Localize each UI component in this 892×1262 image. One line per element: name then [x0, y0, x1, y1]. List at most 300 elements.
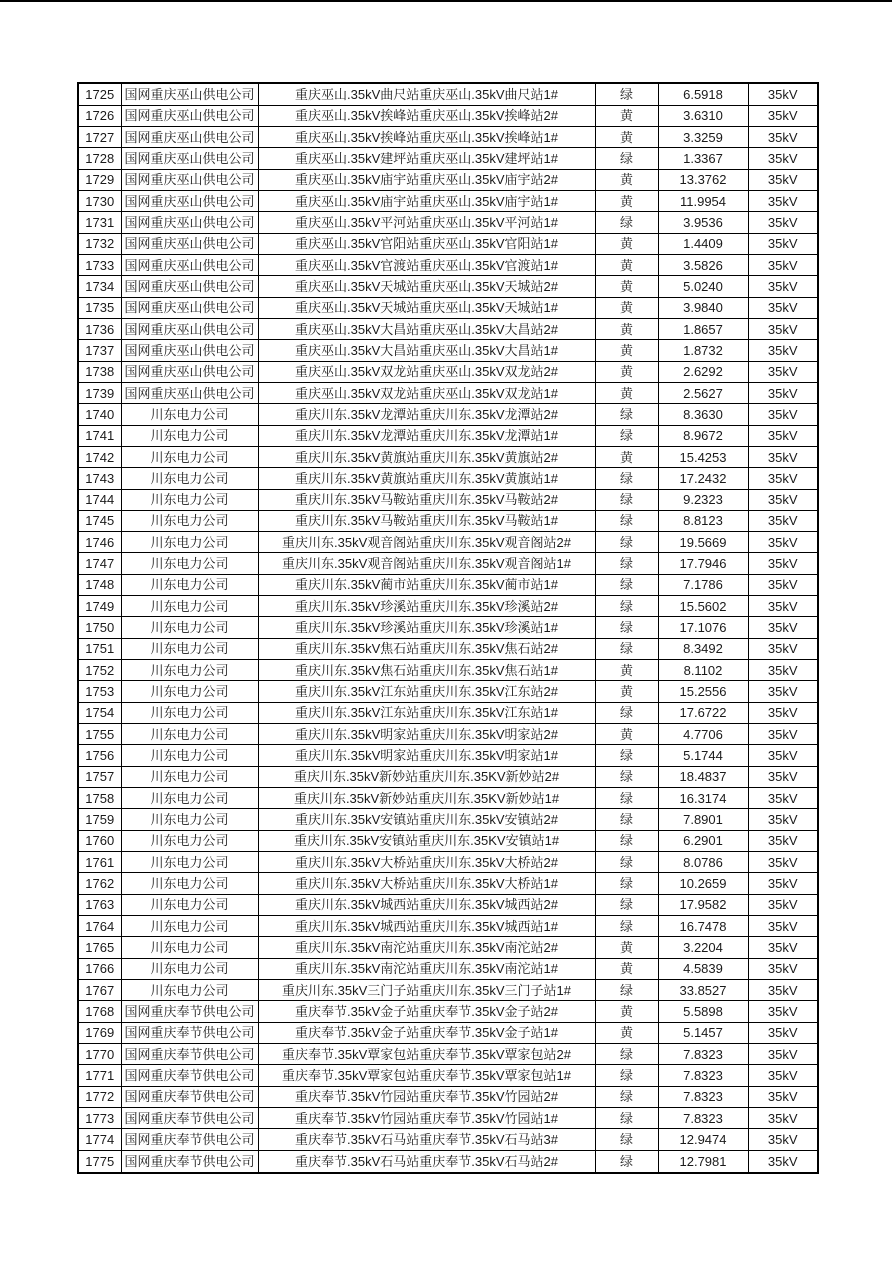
table-row [78, 980, 818, 1001]
cell-station-pair: 重庆川东.35kV南沱站重庆川东.35kV南沱站1# [258, 958, 595, 979]
cell-row-index: 1739 [78, 382, 121, 403]
cell-row-index: 1758 [78, 788, 121, 809]
cell-value: 8.3492 [658, 638, 748, 659]
table-row [78, 233, 818, 254]
table-row [78, 660, 818, 681]
cell-station-pair: 重庆川东.35kV大桥站重庆川东.35kV大桥站1# [258, 873, 595, 894]
table-row [78, 681, 818, 702]
cell-value: 19.5669 [658, 532, 748, 553]
cell-row-index: 1725 [78, 83, 121, 105]
cell-voltage: 35kV [748, 148, 818, 169]
cell-voltage: 35kV [748, 532, 818, 553]
cell-company: 川东电力公司 [121, 574, 258, 595]
cell-status: 黄 [595, 276, 658, 297]
cell-voltage: 35kV [748, 425, 818, 446]
cell-company: 国网重庆巫山供电公司 [121, 297, 258, 318]
cell-status: 黄 [595, 233, 658, 254]
cell-company: 川东电力公司 [121, 617, 258, 638]
cell-value: 10.2659 [658, 873, 748, 894]
cell-value: 15.5602 [658, 596, 748, 617]
cell-voltage: 35kV [748, 510, 818, 531]
cell-voltage: 35kV [748, 1129, 818, 1150]
cell-voltage: 35kV [748, 745, 818, 766]
cell-company: 川东电力公司 [121, 596, 258, 617]
cell-status: 黄 [595, 340, 658, 361]
cell-company: 川东电力公司 [121, 489, 258, 510]
cell-value: 4.5839 [658, 958, 748, 979]
cell-status: 绿 [595, 916, 658, 937]
cell-station-pair: 重庆巫山.35kV曲尺站重庆巫山.35kV曲尺站1# [258, 83, 595, 105]
cell-value: 8.1102 [658, 660, 748, 681]
cell-voltage: 35kV [748, 361, 818, 382]
cell-station-pair: 重庆川东.35kV蔺市站重庆川东.35kV蔺市站1# [258, 574, 595, 595]
cell-value: 16.3174 [658, 788, 748, 809]
table-row [78, 937, 818, 958]
cell-voltage: 35kV [748, 617, 818, 638]
cell-voltage: 35kV [748, 937, 818, 958]
cell-company: 国网重庆巫山供电公司 [121, 83, 258, 105]
table-row [78, 830, 818, 851]
cell-company: 国网重庆巫山供电公司 [121, 318, 258, 339]
cell-row-index: 1755 [78, 724, 121, 745]
cell-row-index: 1750 [78, 617, 121, 638]
cell-status: 绿 [595, 83, 658, 105]
cell-company: 国网重庆奉节供电公司 [121, 1108, 258, 1129]
cell-status: 绿 [595, 617, 658, 638]
cell-voltage: 35kV [748, 1108, 818, 1129]
cell-status: 黄 [595, 660, 658, 681]
table-row [78, 190, 818, 211]
cell-value: 11.9954 [658, 190, 748, 211]
cell-row-index: 1763 [78, 894, 121, 915]
cell-station-pair: 重庆巫山.35kV挨峰站重庆巫山.35kV挨峰站1# [258, 126, 595, 147]
cell-status: 黄 [595, 1022, 658, 1043]
table-row [78, 1129, 818, 1150]
cell-voltage: 35kV [748, 958, 818, 979]
cell-value: 3.9840 [658, 297, 748, 318]
cell-station-pair: 重庆巫山.35kV庙宇站重庆巫山.35kV庙宇站1# [258, 190, 595, 211]
cell-voltage: 35kV [748, 404, 818, 425]
cell-station-pair: 重庆川东.35kV龙潭站重庆川东.35kV龙潭站2# [258, 404, 595, 425]
cell-station-pair: 重庆巫山.35kV大昌站重庆巫山.35kV大昌站2# [258, 318, 595, 339]
cell-station-pair: 重庆川东.35kV明家站重庆川东.35kV明家站1# [258, 745, 595, 766]
cell-status: 绿 [595, 1065, 658, 1086]
cell-value: 5.0240 [658, 276, 748, 297]
cell-row-index: 1764 [78, 916, 121, 937]
cell-status: 绿 [595, 873, 658, 894]
cell-value: 8.9672 [658, 425, 748, 446]
cell-status: 绿 [595, 809, 658, 830]
cell-status: 绿 [595, 1044, 658, 1065]
cell-status: 绿 [595, 489, 658, 510]
cell-voltage: 35kV [748, 553, 818, 574]
cell-status: 黄 [595, 446, 658, 467]
cell-voltage: 35kV [748, 1065, 818, 1086]
cell-voltage: 35kV [748, 766, 818, 787]
cell-value: 5.5898 [658, 1001, 748, 1022]
cell-status: 绿 [595, 468, 658, 489]
cell-voltage: 35kV [748, 596, 818, 617]
cell-status: 绿 [595, 638, 658, 659]
cell-company: 国网重庆巫山供电公司 [121, 126, 258, 147]
cell-status: 黄 [595, 190, 658, 211]
cell-station-pair: 重庆巫山.35kV天城站重庆巫山.35kV天城站2# [258, 276, 595, 297]
cell-company: 国网重庆巫山供电公司 [121, 233, 258, 254]
cell-station-pair: 重庆川东.35kV马鞍站重庆川东.35kV马鞍站1# [258, 510, 595, 531]
table-row [78, 126, 818, 147]
cell-value: 17.6722 [658, 702, 748, 723]
cell-station-pair: 重庆巫山.35kV官渡站重庆巫山.35kV官渡站1# [258, 254, 595, 275]
cell-row-index: 1746 [78, 532, 121, 553]
cell-status: 黄 [595, 724, 658, 745]
table-row [78, 105, 818, 126]
cell-company: 川东电力公司 [121, 958, 258, 979]
cell-row-index: 1742 [78, 446, 121, 467]
cell-value: 1.3367 [658, 148, 748, 169]
table-row [78, 532, 818, 553]
cell-company: 川东电力公司 [121, 745, 258, 766]
cell-row-index: 1774 [78, 1129, 121, 1150]
table-row [78, 745, 818, 766]
cell-company: 川东电力公司 [121, 638, 258, 659]
cell-station-pair: 重庆川东.35kV明家站重庆川东.35kV明家站2# [258, 724, 595, 745]
table-row [78, 276, 818, 297]
cell-status: 黄 [595, 105, 658, 126]
cell-company: 国网重庆奉节供电公司 [121, 1150, 258, 1173]
cell-status: 绿 [595, 596, 658, 617]
table-row [78, 425, 818, 446]
cell-company: 川东电力公司 [121, 425, 258, 446]
cell-voltage: 35kV [748, 318, 818, 339]
cell-station-pair: 重庆奉节.35kV金子站重庆奉节.35kV金子站2# [258, 1001, 595, 1022]
cell-row-index: 1737 [78, 340, 121, 361]
page-top-rule [0, 0, 892, 2]
cell-station-pair: 重庆巫山.35kV天城站重庆巫山.35kV天城站1# [258, 297, 595, 318]
cell-station-pair: 重庆奉节.35kV竹园站重庆奉节.35kV竹园站1# [258, 1108, 595, 1129]
table-row [78, 1086, 818, 1107]
cell-company: 川东电力公司 [121, 532, 258, 553]
cell-company: 川东电力公司 [121, 937, 258, 958]
cell-voltage: 35kV [748, 916, 818, 937]
cell-station-pair: 重庆巫山.35kV官阳站重庆巫山.35kV官阳站1# [258, 233, 595, 254]
cell-company: 川东电力公司 [121, 873, 258, 894]
table-row [78, 724, 818, 745]
cell-station-pair: 重庆奉节.35kV覃家包站重庆奉节.35kV覃家包站2# [258, 1044, 595, 1065]
cell-value: 2.5627 [658, 382, 748, 403]
cell-status: 黄 [595, 126, 658, 147]
cell-company: 国网重庆巫山供电公司 [121, 382, 258, 403]
cell-voltage: 35kV [748, 809, 818, 830]
cell-company: 川东电力公司 [121, 553, 258, 574]
table-row [78, 297, 818, 318]
table-row [78, 489, 818, 510]
cell-status: 绿 [595, 532, 658, 553]
cell-row-index: 1754 [78, 702, 121, 723]
cell-company: 川东电力公司 [121, 468, 258, 489]
cell-row-index: 1773 [78, 1108, 121, 1129]
cell-company: 国网重庆奉节供电公司 [121, 1129, 258, 1150]
table-row [78, 83, 818, 105]
cell-row-index: 1745 [78, 510, 121, 531]
cell-status: 黄 [595, 254, 658, 275]
cell-value: 3.2204 [658, 937, 748, 958]
cell-value: 3.5826 [658, 254, 748, 275]
cell-value: 8.8123 [658, 510, 748, 531]
table-row [78, 574, 818, 595]
cell-voltage: 35kV [748, 276, 818, 297]
table-row [78, 788, 818, 809]
cell-status: 绿 [595, 766, 658, 787]
cell-value: 6.5918 [658, 83, 748, 105]
cell-station-pair: 重庆巫山.35kV双龙站重庆巫山.35kV双龙站2# [258, 361, 595, 382]
cell-value: 33.8527 [658, 980, 748, 1001]
cell-voltage: 35kV [748, 574, 818, 595]
cell-status: 绿 [595, 1129, 658, 1150]
cell-value: 3.9536 [658, 212, 748, 233]
cell-status: 绿 [595, 212, 658, 233]
cell-row-index: 1751 [78, 638, 121, 659]
table-row [78, 958, 818, 979]
cell-row-index: 1744 [78, 489, 121, 510]
cell-company: 国网重庆奉节供电公司 [121, 1022, 258, 1043]
cell-row-index: 1734 [78, 276, 121, 297]
substation-table [77, 82, 819, 1174]
table-row [78, 1065, 818, 1086]
cell-company: 国网重庆巫山供电公司 [121, 276, 258, 297]
cell-status: 绿 [595, 1108, 658, 1129]
cell-value: 1.4409 [658, 233, 748, 254]
cell-company: 川东电力公司 [121, 681, 258, 702]
cell-status: 绿 [595, 553, 658, 574]
cell-voltage: 35kV [748, 660, 818, 681]
cell-station-pair: 重庆巫山.35kV大昌站重庆巫山.35kV大昌站1# [258, 340, 595, 361]
table-row [78, 404, 818, 425]
cell-row-index: 1738 [78, 361, 121, 382]
table-row [78, 702, 818, 723]
table-row [78, 1001, 818, 1022]
cell-value: 15.2556 [658, 681, 748, 702]
cell-station-pair: 重庆川东.35kV观音阁站重庆川东.35kV观音阁站1# [258, 553, 595, 574]
cell-station-pair: 重庆川东.35kV新妙站重庆川东.35KV新妙站1# [258, 788, 595, 809]
cell-company: 国网重庆巫山供电公司 [121, 169, 258, 190]
cell-value: 17.9582 [658, 894, 748, 915]
cell-status: 黄 [595, 382, 658, 403]
cell-station-pair: 重庆川东.35kV城西站重庆川东.35kV城西站1# [258, 916, 595, 937]
cell-row-index: 1770 [78, 1044, 121, 1065]
cell-value: 5.1457 [658, 1022, 748, 1043]
table-row [78, 468, 818, 489]
cell-station-pair: 重庆川东.35kV马鞍站重庆川东.35kV马鞍站2# [258, 489, 595, 510]
cell-row-index: 1760 [78, 830, 121, 851]
cell-station-pair: 重庆巫山.35kV建坪站重庆巫山.35kV建坪站1# [258, 148, 595, 169]
cell-voltage: 35kV [748, 489, 818, 510]
cell-row-index: 1736 [78, 318, 121, 339]
cell-company: 川东电力公司 [121, 702, 258, 723]
cell-company: 国网重庆巫山供电公司 [121, 212, 258, 233]
cell-company: 国网重庆巫山供电公司 [121, 105, 258, 126]
cell-row-index: 1748 [78, 574, 121, 595]
cell-voltage: 35kV [748, 340, 818, 361]
cell-station-pair: 重庆川东.35kV焦石站重庆川东.35kV焦石站1# [258, 660, 595, 681]
cell-company: 川东电力公司 [121, 980, 258, 1001]
cell-status: 黄 [595, 169, 658, 190]
cell-row-index: 1729 [78, 169, 121, 190]
cell-row-index: 1762 [78, 873, 121, 894]
cell-voltage: 35kV [748, 894, 818, 915]
cell-status: 绿 [595, 574, 658, 595]
cell-row-index: 1765 [78, 937, 121, 958]
cell-station-pair: 重庆川东.35kV新妙站重庆川东.35KV新妙站2# [258, 766, 595, 787]
table-row [78, 894, 818, 915]
cell-status: 绿 [595, 1150, 658, 1173]
cell-status: 绿 [595, 745, 658, 766]
cell-status: 黄 [595, 1001, 658, 1022]
cell-voltage: 35kV [748, 446, 818, 467]
cell-company: 川东电力公司 [121, 724, 258, 745]
cell-company: 国网重庆奉节供电公司 [121, 1065, 258, 1086]
cell-value: 3.6310 [658, 105, 748, 126]
cell-voltage: 35kV [748, 1044, 818, 1065]
cell-company: 川东电力公司 [121, 852, 258, 873]
cell-value: 5.1744 [658, 745, 748, 766]
cell-row-index: 1741 [78, 425, 121, 446]
cell-company: 川东电力公司 [121, 916, 258, 937]
table-row [78, 638, 818, 659]
cell-company: 川东电力公司 [121, 766, 258, 787]
cell-value: 8.0786 [658, 852, 748, 873]
cell-company: 川东电力公司 [121, 809, 258, 830]
cell-station-pair: 重庆川东.35kV龙潭站重庆川东.35kV龙潭站1# [258, 425, 595, 446]
cell-status: 绿 [595, 1086, 658, 1107]
cell-company: 国网重庆巫山供电公司 [121, 361, 258, 382]
cell-value: 17.1076 [658, 617, 748, 638]
cell-value: 8.3630 [658, 404, 748, 425]
cell-row-index: 1766 [78, 958, 121, 979]
cell-station-pair: 重庆巫山.35kV庙宇站重庆巫山.35kV庙宇站2# [258, 169, 595, 190]
cell-company: 川东电力公司 [121, 894, 258, 915]
cell-voltage: 35kV [748, 83, 818, 105]
cell-value: 7.8323 [658, 1065, 748, 1086]
cell-value: 18.4837 [658, 766, 748, 787]
cell-company: 国网重庆奉节供电公司 [121, 1001, 258, 1022]
cell-row-index: 1728 [78, 148, 121, 169]
cell-voltage: 35kV [748, 1086, 818, 1107]
table-row [78, 852, 818, 873]
cell-value: 4.7706 [658, 724, 748, 745]
cell-value: 17.7946 [658, 553, 748, 574]
cell-row-index: 1772 [78, 1086, 121, 1107]
cell-row-index: 1769 [78, 1022, 121, 1043]
cell-company: 国网重庆巫山供电公司 [121, 340, 258, 361]
cell-status: 黄 [595, 958, 658, 979]
cell-voltage: 35kV [748, 212, 818, 233]
cell-row-index: 1756 [78, 745, 121, 766]
cell-row-index: 1732 [78, 233, 121, 254]
substation-table-body [78, 83, 818, 1173]
cell-row-index: 1735 [78, 297, 121, 318]
cell-station-pair: 重庆奉节.35kV金子站重庆奉节.35kV金子站1# [258, 1022, 595, 1043]
table-row [78, 169, 818, 190]
cell-company: 川东电力公司 [121, 404, 258, 425]
cell-voltage: 35kV [748, 233, 818, 254]
cell-value: 6.2901 [658, 830, 748, 851]
cell-value: 1.8657 [658, 318, 748, 339]
cell-value: 7.8901 [658, 809, 748, 830]
cell-station-pair: 重庆川东.35kV安镇站重庆川东.35KV安镇站1# [258, 830, 595, 851]
table-row [78, 617, 818, 638]
table-row [78, 318, 818, 339]
cell-status: 黄 [595, 681, 658, 702]
cell-voltage: 35kV [748, 681, 818, 702]
table-row [78, 510, 818, 531]
cell-voltage: 35kV [748, 852, 818, 873]
cell-station-pair: 重庆奉节.35kV竹园站重庆奉节.35kV竹园站2# [258, 1086, 595, 1107]
cell-value: 2.6292 [658, 361, 748, 382]
cell-company: 川东电力公司 [121, 510, 258, 531]
cell-row-index: 1775 [78, 1150, 121, 1173]
cell-status: 绿 [595, 404, 658, 425]
cell-company: 国网重庆奉节供电公司 [121, 1044, 258, 1065]
cell-row-index: 1743 [78, 468, 121, 489]
cell-voltage: 35kV [748, 980, 818, 1001]
table-row [78, 1108, 818, 1129]
cell-row-index: 1767 [78, 980, 121, 1001]
table-row [78, 766, 818, 787]
cell-station-pair: 重庆奉节.35kV石马站重庆奉节.35kV石马站3# [258, 1129, 595, 1150]
cell-value: 3.3259 [658, 126, 748, 147]
cell-value: 12.9474 [658, 1129, 748, 1150]
cell-station-pair: 重庆川东.35kV观音阁站重庆川东.35kV观音阁站2# [258, 532, 595, 553]
cell-row-index: 1768 [78, 1001, 121, 1022]
cell-row-index: 1757 [78, 766, 121, 787]
table-row [78, 148, 818, 169]
cell-station-pair: 重庆川东.35kV大桥站重庆川东.35kV大桥站2# [258, 852, 595, 873]
cell-row-index: 1726 [78, 105, 121, 126]
cell-row-index: 1747 [78, 553, 121, 574]
cell-station-pair: 重庆奉节.35kV覃家包站重庆奉节.35kV覃家包站1# [258, 1065, 595, 1086]
cell-value: 15.4253 [658, 446, 748, 467]
cell-status: 黄 [595, 318, 658, 339]
cell-value: 1.8732 [658, 340, 748, 361]
cell-voltage: 35kV [748, 724, 818, 745]
cell-value: 7.8323 [658, 1044, 748, 1065]
cell-voltage: 35kV [748, 1001, 818, 1022]
table-row [78, 361, 818, 382]
cell-status: 绿 [595, 702, 658, 723]
table-row [78, 382, 818, 403]
cell-value: 17.2432 [658, 468, 748, 489]
table-row [78, 916, 818, 937]
cell-company: 国网重庆奉节供电公司 [121, 1086, 258, 1107]
cell-status: 黄 [595, 361, 658, 382]
cell-station-pair: 重庆奉节.35kV石马站重庆奉节.35kV石马站2# [258, 1150, 595, 1173]
cell-company: 国网重庆巫山供电公司 [121, 148, 258, 169]
cell-company: 川东电力公司 [121, 788, 258, 809]
cell-voltage: 35kV [748, 382, 818, 403]
cell-status: 绿 [595, 894, 658, 915]
cell-status: 黄 [595, 937, 658, 958]
cell-value: 13.3762 [658, 169, 748, 190]
cell-status: 绿 [595, 788, 658, 809]
table-row [78, 1022, 818, 1043]
cell-status: 绿 [595, 510, 658, 531]
cell-voltage: 35kV [748, 830, 818, 851]
cell-station-pair: 重庆巫山.35kV挨峰站重庆巫山.35kV挨峰站2# [258, 105, 595, 126]
cell-status: 绿 [595, 980, 658, 1001]
table-row [78, 212, 818, 233]
cell-voltage: 35kV [748, 190, 818, 211]
cell-voltage: 35kV [748, 254, 818, 275]
